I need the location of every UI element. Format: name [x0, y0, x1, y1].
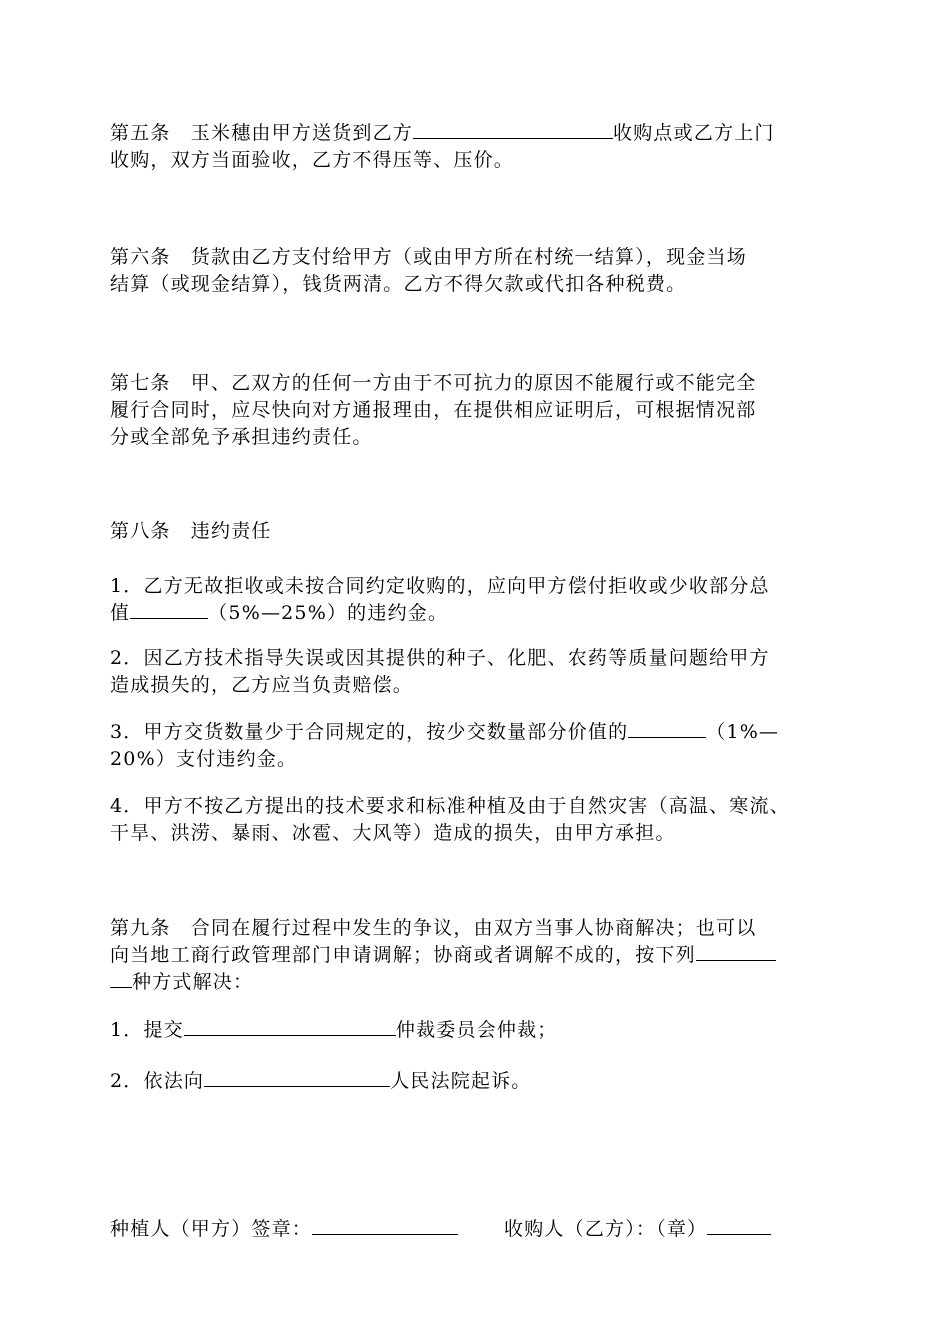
article-9-line-1: 第九条 合同在履行过程中发生的争议，由双方当事人协商解决；也可以	[110, 917, 757, 939]
blank-underline	[130, 600, 208, 619]
blank-underline	[204, 1068, 390, 1087]
article-8-item-2-line-1: 2．因乙方技术指导失误或因其提供的种子、化肥、农药等质量问题给甲方	[110, 647, 770, 669]
article-6-line-2: 结算（或现金结算），钱货两清。乙方不得欠款或代扣各种税费。	[110, 273, 687, 295]
article-5-line-2: 收购，双方当面验收，乙方不得压等、压价。	[110, 149, 515, 171]
article-8-item-3-line-2: 20%）支付违约金。	[110, 748, 298, 770]
blank-underline	[696, 942, 776, 961]
blank-underline	[184, 1017, 396, 1036]
article-7-line-1: 第七条 甲、乙双方的任何一方由于不可抗力的原因不能履行或不能完全	[110, 372, 757, 394]
article-9-line-3: 种方式解决：	[110, 969, 253, 995]
signature-blank-a	[312, 1216, 458, 1235]
article-8-item-4-line-1: 4．甲方不按乙方提出的技术要求和标准种植及由于自然灾害（高温、寒流、	[110, 795, 790, 817]
signature-party-b: 收购人（乙方）：（章）	[504, 1218, 708, 1240]
article-5-line-1: 第五条 玉米穗由甲方送货到乙方 收购点或乙方上门	[110, 122, 775, 144]
article-8-item-1-line-2: 值 （5%—25%）的违约金。	[110, 602, 449, 624]
signature-line	[110, 1216, 771, 1242]
article-6-line-1: 第六条 货款由乙方支付给甲方（或由甲方所在村统一结算），现金当场	[110, 246, 747, 268]
article-9-line-2: 向当地工商行政管理部门申请调解；协商或者调解不成的，按下列	[110, 942, 776, 968]
blank-underline	[110, 969, 132, 988]
article-7-line-2: 履行合同时，应尽快向对方通报理由，在提供相应证明后，可根据情况部	[110, 399, 757, 421]
article-9-option-2: 2．依法向 人民法院起诉。	[110, 1070, 532, 1092]
signature-blank-b	[707, 1216, 771, 1235]
article-9-option-1: 1．提交 仲裁委员会仲裁；	[110, 1019, 558, 1041]
article-7-line-3: 分或全部免予承担违约责任。	[110, 426, 373, 448]
article-8-title: 第八条 违约责任	[110, 520, 272, 542]
blank-underline	[413, 120, 613, 139]
article-8-item-3-line-1: 3．甲方交货数量少于合同规定的，按少交数量部分价值的 （1%—	[110, 721, 780, 743]
article-8-item-1-line-1: 1．乙方无故拒收或未按合同约定收购的，应向甲方偿付拒收或少收部分总	[110, 575, 770, 597]
article-8-item-2-line-2: 造成损失的，乙方应当负责赔偿。	[110, 674, 414, 696]
signature-party-a: 种植人（甲方）签章：	[110, 1218, 313, 1240]
blank-underline	[628, 719, 706, 738]
article-8-item-4-line-2: 干旱、洪涝、暴雨、冰雹、大风等）造成的损失，由甲方承担。	[110, 822, 676, 844]
